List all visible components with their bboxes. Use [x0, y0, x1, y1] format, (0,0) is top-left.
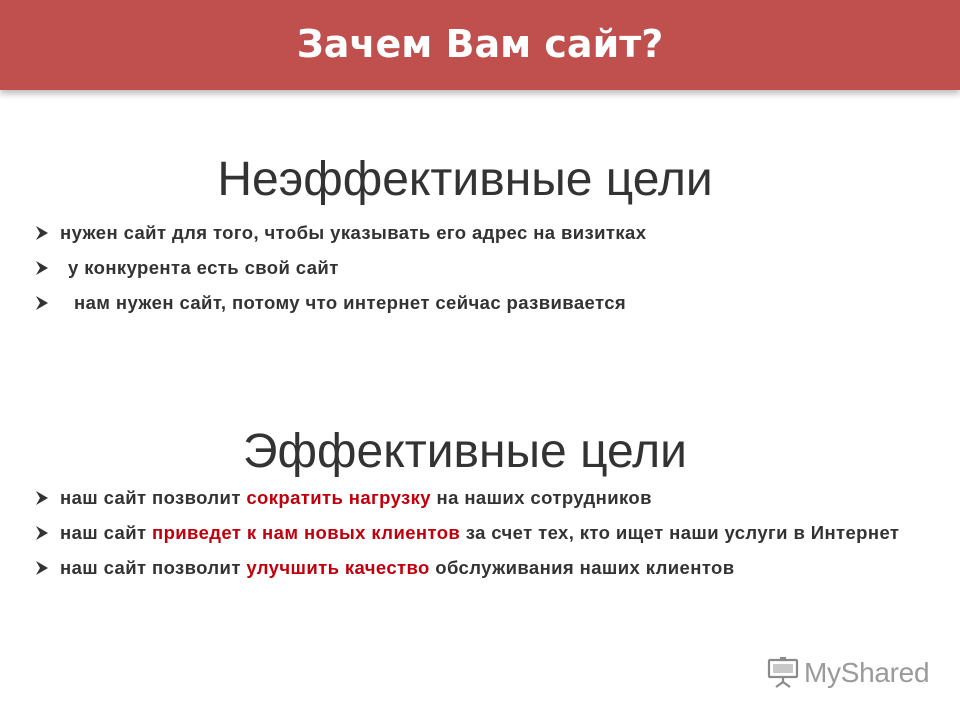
list-item [34, 555, 924, 581]
list-item-text: на наших сотрудников [431, 487, 652, 508]
list-item-text: у конкурента есть свой сайт [68, 257, 339, 278]
list-item [34, 485, 924, 511]
list-item [34, 220, 924, 246]
arrow-bullet-icon [34, 220, 52, 246]
list-item [34, 520, 924, 546]
list-item-text: за счет тех, кто ищет наши услуги в Интернет [460, 522, 900, 543]
list-item-text: нам нужен сайт, потому что интернет сейчас развивается [74, 292, 627, 313]
list-item [34, 255, 924, 281]
list-item [34, 290, 924, 316]
effective-goals-list [34, 485, 924, 590]
list-item-text: нужен сайт для того, чтобы указывать его адрес на визитках [60, 222, 647, 243]
logo-text: MyShared [804, 657, 930, 688]
list-item-text: наш сайт позволит [60, 557, 247, 578]
presentation-board-icon [766, 656, 800, 690]
ineffective-goals-list [34, 220, 924, 325]
arrow-bullet-icon [34, 255, 52, 281]
highlighted-text: приведет к нам новых клиентов [152, 522, 461, 543]
arrow-bullet-icon [34, 555, 52, 581]
list-item-text: обслуживания наших клиентов [429, 557, 735, 578]
list-item-text: наш сайт [60, 522, 152, 543]
slide-title: Зачем Вам сайт? [296, 22, 664, 66]
ineffective-goals-heading: Неэффективные цели [217, 153, 713, 206]
highlighted-text: сократить нагрузку [246, 487, 431, 508]
effective-goals-heading: Эффективные цели [243, 425, 687, 478]
arrow-bullet-icon [34, 520, 52, 546]
list-item-text: наш сайт позволит [60, 487, 247, 508]
highlighted-text: улучшить качество [246, 557, 430, 578]
arrow-bullet-icon [34, 290, 52, 316]
arrow-bullet-icon [34, 485, 52, 511]
myshared-logo [766, 656, 930, 690]
